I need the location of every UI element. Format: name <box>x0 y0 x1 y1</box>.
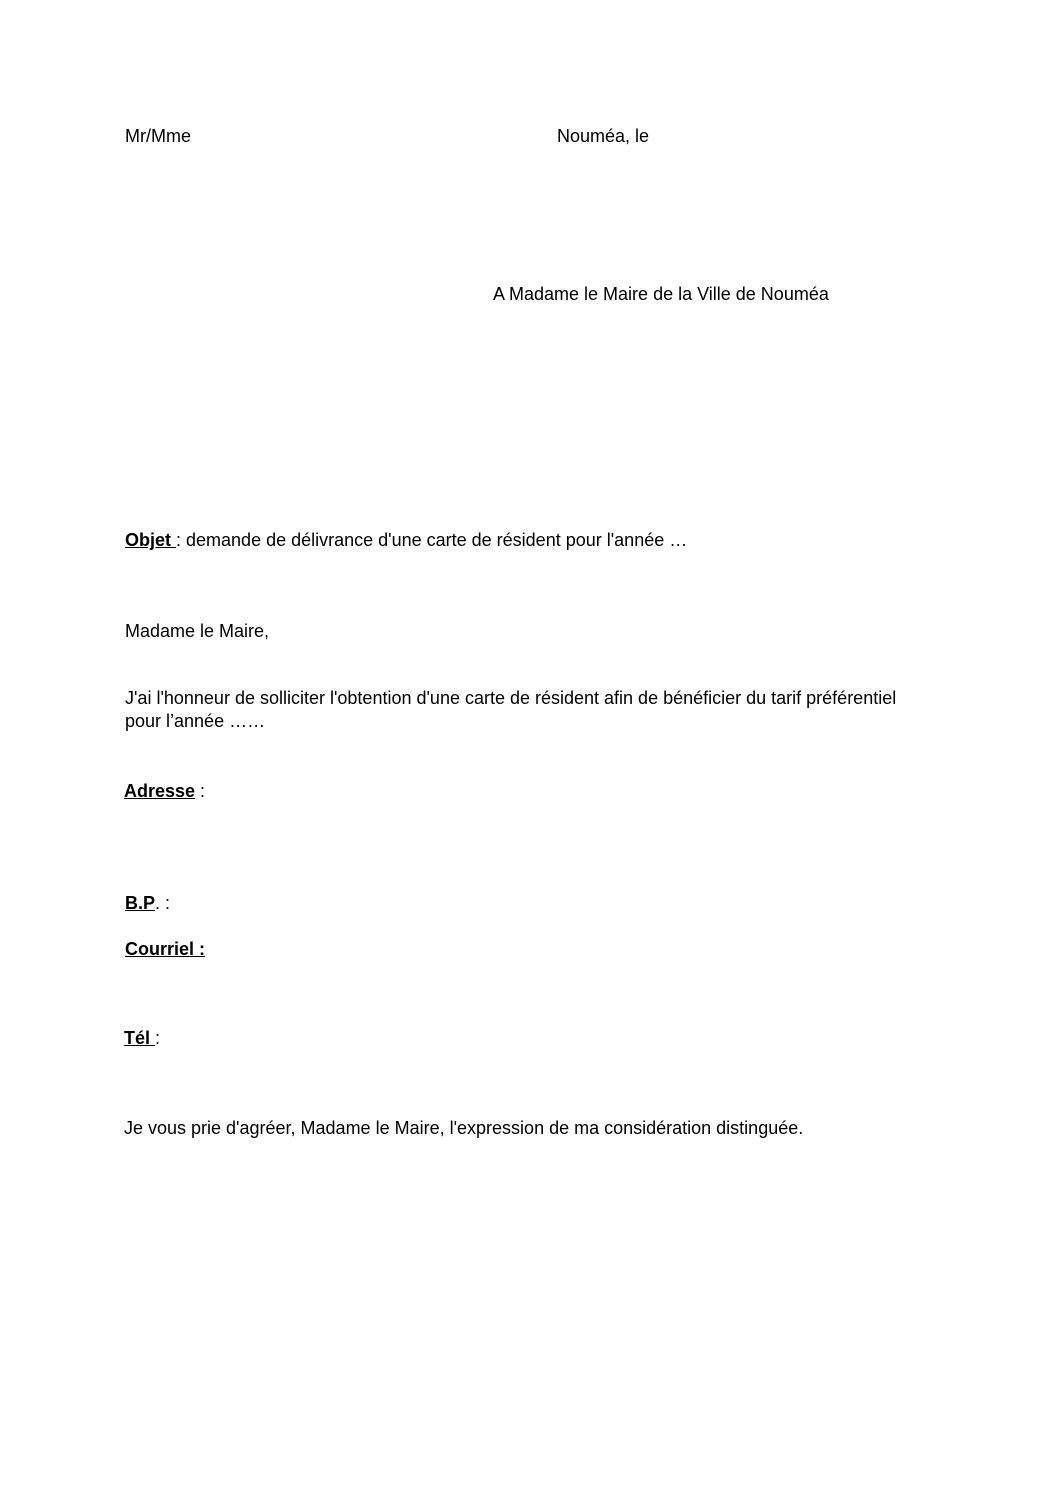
subject-line <box>125 529 687 551</box>
tel-separator: : <box>155 1028 161 1048</box>
bp-field <box>125 892 170 914</box>
bp-separator: . : <box>155 893 171 913</box>
body-line-1: J'ai l'honneur de solliciter l'obtention d'une carte de résident afin de bénéficier du tarif préférentiel <box>125 688 897 708</box>
bp-label: B.P <box>125 893 156 913</box>
adresse-separator: : <box>195 781 206 801</box>
tel-label: Tél <box>124 1028 156 1048</box>
courriel-field <box>125 938 205 960</box>
salutation: Madame le Maire, <box>125 621 270 641</box>
adresse-field <box>124 780 205 802</box>
subject-label: Objet <box>125 530 177 550</box>
place-date-line: Nouméa, le <box>557 126 650 146</box>
tel-field <box>124 1027 160 1049</box>
courriel-label: Courriel : <box>125 939 206 959</box>
body-paragraph <box>125 687 975 733</box>
recipient-line: A Madame le Maire de la Ville de Nouméa <box>493 284 829 304</box>
sender-line: Mr/Mme <box>125 126 191 146</box>
body-line-2: pour l’année …… <box>125 711 266 731</box>
subject-text: : demande de délivrance d'une carte de résident pour l'année … <box>176 530 688 550</box>
closing-line: Je vous prie d'agréer, Madame le Maire, l'expression de ma considération distinguée. <box>124 1118 804 1138</box>
adresse-label: Adresse <box>124 781 196 801</box>
